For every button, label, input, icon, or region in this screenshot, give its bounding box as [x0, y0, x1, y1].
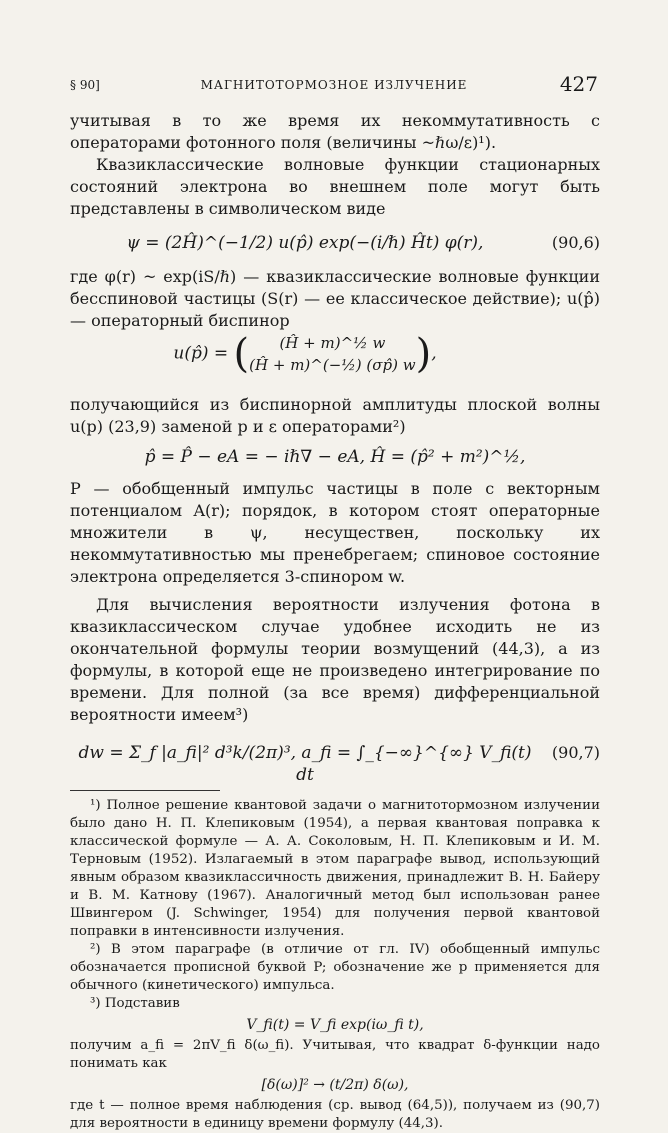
footnote-1: ¹) Полное решение квантовой задачи о магнитотормозном излучении было дано Н. П. Клепиковым (1954), а первая квантовая поправка к классической формуле — А. А. Соколовым, Н. П. Клепиковым и И. М. Терновым (1952). Излагаемый в этом параграфе вывод, использующий явным образом квазиклассичность движения, принадлежит В. Н. Байеру и В. М. Катнову (1967). Аналогичный метод был использован ранее Швингером (J. Schwinger, 1954) для получения первой квантовой поправки в интенсивности излучения.	[70, 798, 600, 939]
footnote-3-end: где t — полное время наблюдения (ср. вывод (64,5)), получаем из (90,7) для вероятности в единицу времени формулу (44,3).	[70, 1098, 600, 1131]
bispinor-lhs: u(p̂) =	[173, 343, 229, 364]
paragraph-3: где φ(r) ~ exp(iS/ℏ) — квазиклассические волновые функции бесспиновой частицы (S(r) — ее классическое действие); u(p̂) — операторный биспинор	[70, 267, 600, 330]
left-paren: (	[233, 331, 250, 377]
paragraph-6: Для вычисления вероятности излучения фотона в квазиклассическом случае удобнее исходить не из окончательной формулы теории возмущений (44,3), а из формулы, в которой еще не произведено интегрирование по времени. Для полной (за все время) дифференциальной вероятности имеем³)	[70, 595, 600, 724]
page-number: 427	[559, 72, 598, 96]
operator-equation-expr: p̂ = P̂ − eA = − iℏ∇ − eA, Ĥ = (p̂² + m²)^½,	[144, 447, 526, 467]
bispinor-top: (Ĥ + m)^½ w	[279, 334, 386, 352]
paragraph-1: учитывая в то же время их некоммутативность с операторами фотонного поля (величины ~ℏω/ε)¹).	[70, 111, 600, 152]
footnote-3-text: получим a_fi = 2πV_fi δ(ω_fi). Учитывая, что квадрат δ-функции надо понимать как	[70, 1038, 600, 1071]
bispinor-equation	[70, 332, 600, 394]
footnote-3: ³) Подставив	[90, 996, 180, 1011]
equation-90-7-number: (90,7)	[551, 743, 600, 762]
equation-90-6-expr: ψ = (2Ĥ)^(−1/2) u(p̂) exp(−(i/ℏ) Ĥt) φ(r),	[126, 233, 484, 253]
equation-90-7	[70, 726, 600, 785]
equation-90-7-expr: dw = Σ_f |a_fi|² d³k/(2π)³, a_fi = ∫_{−∞}^{∞} V_fi(t) dt	[78, 743, 532, 785]
footnote-separator	[70, 790, 220, 791]
paragraph-2: Квазиклассические волновые функции стационарных состояний электрона во внешнем поле могут быть представлены в символическом виде	[70, 155, 600, 218]
section-ref: § 90]	[70, 78, 100, 92]
right-paren: )	[415, 331, 432, 377]
main-text	[70, 110, 600, 1133]
chapter-title: МАГНИТОТОРМОЗНОЕ ИЗЛУЧЕНИЕ	[200, 78, 468, 92]
footnote-3-equation-2: [δ(ω)]² → (t/2π) δ(ω),	[261, 1077, 409, 1093]
paragraph-4: получающийся из биспинорной амплитуды плоской волны u(p) (23,9) заменой p и ε операторами²)	[70, 395, 600, 436]
bispinor-bottom: (Ĥ + m)^(−½) (σp̂) w	[249, 356, 416, 374]
footnote-3-equation-1: V_fi(t) = V_fi exp(iω_fi t),	[246, 1017, 424, 1033]
equation-90-6	[70, 220, 600, 266]
bispinor-column	[249, 332, 415, 376]
equation-90-6-number: (90,6)	[551, 233, 600, 252]
bispinor-tail: ,	[431, 343, 437, 364]
operator-equation	[70, 438, 600, 478]
paragraph-5: P — обобщенный импульс частицы в поле с векторным потенциалом A(r); порядок, в котором стоят операторные множители в ψ, несуществен, поскольку их некоммутативностью мы пренебрегаем; спиновое состояние электрона определяется 3-спинором w.	[70, 479, 600, 586]
footnotes	[70, 797, 600, 1133]
running-header	[70, 72, 598, 102]
footnote-2: ²) В этом параграфе (в отличие от гл. IV) обобщенный импульс обозначается прописной буквой P; обозначение же p применяется для обычного (кинетического) импульса.	[70, 942, 600, 993]
